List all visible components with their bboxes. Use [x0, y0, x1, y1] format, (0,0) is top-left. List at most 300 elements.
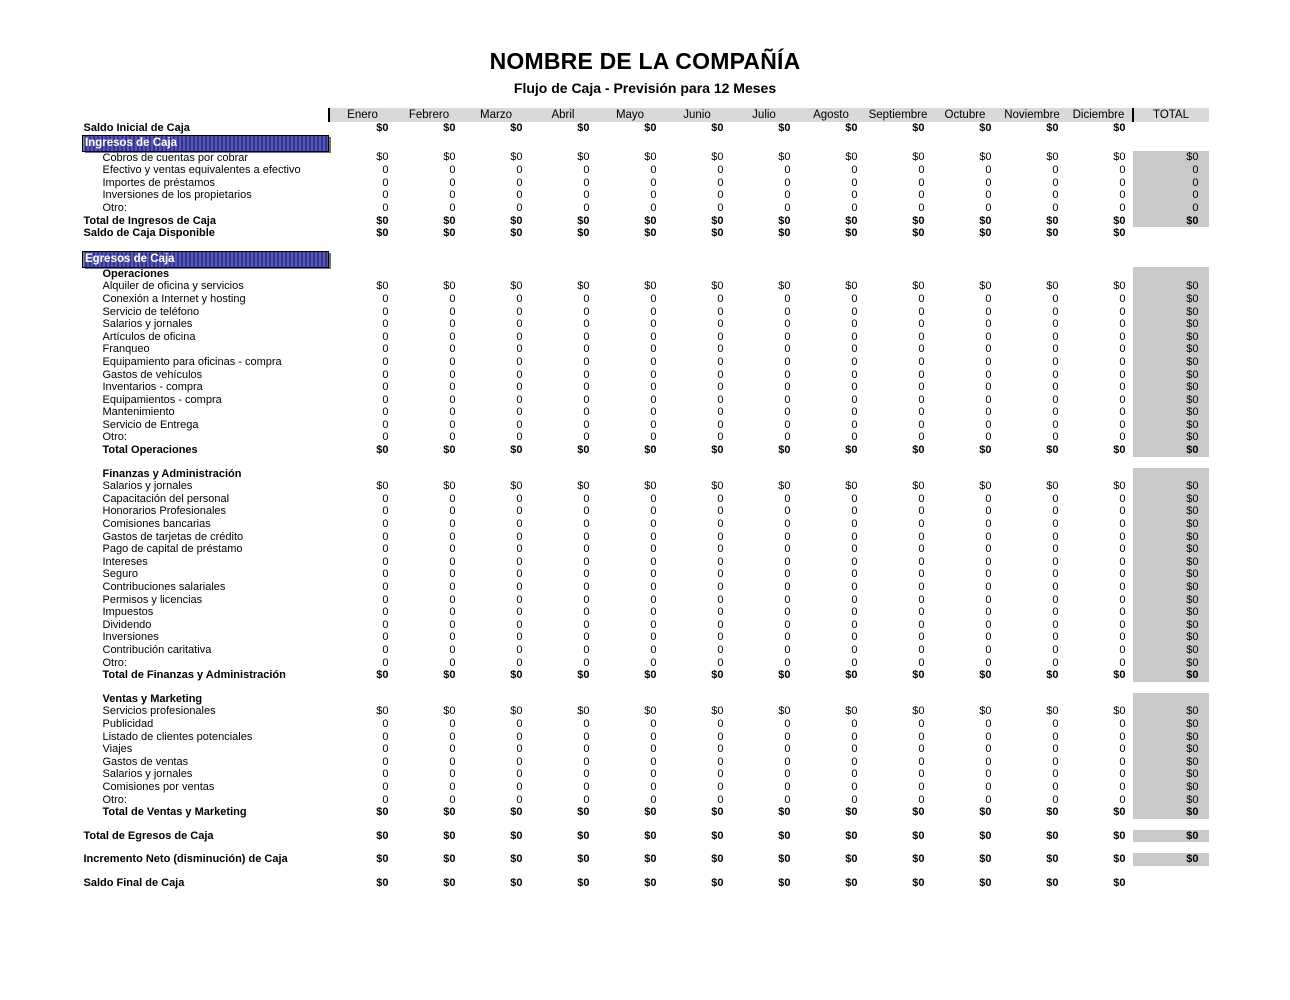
cell-febrero[interactable]: 0 [449, 530, 456, 543]
cell-total[interactable]: $0 [1133, 853, 1209, 866]
cell-mayo[interactable]: 0 [650, 755, 657, 768]
cell-abril[interactable]: 0 [583, 643, 590, 656]
cell-marzo[interactable]: 0 [516, 176, 523, 189]
cell-noviembre[interactable]: 0 [1052, 355, 1059, 368]
cell-enero[interactable]: 0 [382, 406, 389, 419]
cell-noviembre[interactable]: $0 [1046, 444, 1059, 457]
cell-abril[interactable]: 0 [583, 505, 590, 518]
cell-mayo[interactable]: $0 [644, 669, 657, 682]
cell-diciembre[interactable]: 0 [1119, 381, 1126, 394]
cell-marzo[interactable]: 0 [516, 381, 523, 394]
cell-abril[interactable]: $0 [577, 122, 590, 135]
cell-mayo[interactable]: $0 [644, 806, 657, 819]
cell-total[interactable]: $0 [1133, 781, 1209, 794]
cell-mayo[interactable]: 0 [650, 164, 657, 177]
cell-agosto[interactable]: 0 [851, 518, 858, 531]
cell-marzo[interactable]: $0 [510, 280, 523, 293]
cell-marzo[interactable]: $0 [510, 669, 523, 682]
cell-total[interactable]: $0 [1133, 705, 1209, 718]
cell-febrero[interactable]: 0 [449, 343, 456, 356]
cell-agosto[interactable]: $0 [845, 444, 858, 457]
cell-octubre[interactable]: 0 [985, 305, 992, 318]
cell-marzo[interactable]: 0 [516, 643, 523, 656]
cell-diciembre[interactable]: 0 [1119, 343, 1126, 356]
cell-enero[interactable]: 0 [382, 730, 389, 743]
cell-julio[interactable]: 0 [784, 368, 791, 381]
cell-junio[interactable]: $0 [711, 151, 724, 164]
cell-agosto[interactable]: 0 [851, 318, 858, 331]
cell-octubre[interactable]: 0 [985, 518, 992, 531]
cell-agosto[interactable]: 0 [851, 305, 858, 318]
cell-marzo[interactable]: 0 [516, 505, 523, 518]
cell-enero[interactable]: 0 [382, 793, 389, 806]
cell-octubre[interactable]: $0 [979, 214, 992, 227]
cell-julio[interactable]: 0 [784, 343, 791, 356]
cell-octubre[interactable]: 0 [985, 631, 992, 644]
cell-febrero[interactable]: 0 [449, 330, 456, 343]
cell-junio[interactable]: 0 [717, 730, 724, 743]
cell-julio[interactable]: 0 [784, 643, 791, 656]
cell-marzo[interactable]: 0 [516, 743, 523, 756]
cell-noviembre[interactable]: 0 [1052, 768, 1059, 781]
cell-mayo[interactable]: 0 [650, 593, 657, 606]
cell-junio[interactable]: 0 [717, 393, 724, 406]
cell-abril[interactable]: $0 [577, 669, 590, 682]
cell-agosto[interactable]: 0 [851, 555, 858, 568]
cell-febrero[interactable]: 0 [449, 189, 456, 202]
cell-enero[interactable]: 0 [382, 431, 389, 444]
cell-abril[interactable]: 0 [583, 730, 590, 743]
cell-mayo[interactable]: 0 [650, 743, 657, 756]
cell-mayo[interactable]: $0 [644, 122, 657, 135]
cell-marzo[interactable]: 0 [516, 330, 523, 343]
cell-diciembre[interactable]: 0 [1119, 431, 1126, 444]
cell-agosto[interactable]: 0 [851, 743, 858, 756]
cell-junio[interactable]: 0 [717, 755, 724, 768]
cell-total[interactable]: $0 [1133, 756, 1209, 769]
cell-total[interactable]: $0 [1133, 406, 1209, 419]
cell-octubre[interactable]: 0 [985, 505, 992, 518]
cell-diciembre[interactable]: $0 [1113, 806, 1126, 819]
cell-octubre[interactable]: 0 [985, 393, 992, 406]
cell-mayo[interactable]: 0 [650, 581, 657, 593]
cell-noviembre[interactable]: $0 [1046, 480, 1059, 493]
cell-noviembre[interactable]: 0 [1052, 606, 1059, 619]
cell-febrero[interactable]: $0 [443, 444, 456, 457]
cell-abril[interactable]: 0 [583, 164, 590, 177]
cell-abril[interactable]: 0 [583, 768, 590, 781]
cell-septiembre[interactable]: 0 [918, 492, 925, 505]
cell-diciembre[interactable]: 0 [1119, 768, 1126, 781]
cell-julio[interactable]: $0 [778, 705, 791, 718]
cell-diciembre[interactable]: 0 [1119, 518, 1126, 531]
cell-agosto[interactable]: $0 [845, 122, 858, 135]
cell-abril[interactable]: 0 [583, 518, 590, 531]
cell-septiembre[interactable]: 0 [918, 643, 925, 656]
cell-septiembre[interactable]: 0 [918, 330, 925, 343]
cell-diciembre[interactable]: $0 [1113, 876, 1126, 889]
cell-septiembre[interactable]: 0 [918, 780, 925, 793]
cell-julio[interactable]: 0 [784, 305, 791, 318]
cell-noviembre[interactable]: $0 [1046, 227, 1059, 240]
cell-abril[interactable]: 0 [583, 568, 590, 581]
cell-mayo[interactable]: $0 [644, 214, 657, 227]
cell-agosto[interactable]: 0 [851, 330, 858, 343]
cell-septiembre[interactable]: $0 [912, 480, 925, 493]
cell-octubre[interactable]: 0 [985, 643, 992, 656]
cell-septiembre[interactable]: $0 [912, 806, 925, 819]
cell-marzo[interactable]: $0 [510, 480, 523, 493]
cell-agosto[interactable]: 0 [851, 643, 858, 656]
cell-enero[interactable]: $0 [376, 876, 389, 889]
cell-mayo[interactable]: $0 [644, 227, 657, 240]
cell-junio[interactable]: 0 [717, 581, 724, 593]
cell-mayo[interactable]: 0 [650, 568, 657, 581]
cell-enero[interactable]: 0 [382, 768, 389, 781]
cell-septiembre[interactable]: 0 [918, 406, 925, 419]
cell-febrero[interactable]: $0 [443, 122, 456, 135]
cell-diciembre[interactable]: 0 [1119, 618, 1126, 631]
cell-marzo[interactable]: $0 [510, 444, 523, 457]
cell-septiembre[interactable]: $0 [912, 853, 925, 866]
cell-marzo[interactable]: 0 [516, 201, 523, 214]
cell-mayo[interactable]: 0 [650, 780, 657, 793]
cell-agosto[interactable]: 0 [851, 768, 858, 781]
cell-agosto[interactable]: 0 [851, 189, 858, 202]
cell-noviembre[interactable]: 0 [1052, 164, 1059, 177]
cell-diciembre[interactable]: 0 [1119, 418, 1126, 431]
cell-enero[interactable]: $0 [376, 444, 389, 457]
cell-octubre[interactable]: $0 [979, 876, 992, 889]
cell-noviembre[interactable]: 0 [1052, 368, 1059, 381]
cell-octubre[interactable]: 0 [985, 164, 992, 177]
cell-septiembre[interactable]: $0 [912, 280, 925, 293]
cell-diciembre[interactable]: 0 [1119, 780, 1126, 793]
cell-diciembre[interactable]: 0 [1119, 189, 1126, 202]
cell-septiembre[interactable]: 0 [918, 631, 925, 644]
cell-septiembre[interactable]: $0 [912, 122, 925, 135]
cell-octubre[interactable]: 0 [985, 743, 992, 756]
cell-febrero[interactable]: 0 [449, 431, 456, 444]
cell-agosto[interactable]: $0 [845, 151, 858, 164]
cell-noviembre[interactable]: 0 [1052, 730, 1059, 743]
cell-total[interactable]: $0 [1133, 151, 1209, 164]
cell-octubre[interactable]: 0 [985, 189, 992, 202]
cell-junio[interactable]: 0 [717, 431, 724, 444]
cell-julio[interactable]: 0 [784, 201, 791, 214]
cell-septiembre[interactable]: 0 [918, 717, 925, 730]
cell-abril[interactable]: 0 [583, 606, 590, 619]
cell-febrero[interactable]: $0 [443, 227, 456, 240]
cell-mayo[interactable]: 0 [650, 530, 657, 543]
cell-julio[interactable]: $0 [778, 806, 791, 819]
cell-julio[interactable]: 0 [784, 393, 791, 406]
cell-julio[interactable]: $0 [778, 214, 791, 227]
cell-marzo[interactable]: $0 [510, 151, 523, 164]
cell-agosto[interactable]: $0 [845, 829, 858, 842]
cell-noviembre[interactable]: $0 [1046, 151, 1059, 164]
cell-agosto[interactable]: 0 [851, 755, 858, 768]
cell-diciembre[interactable]: 0 [1119, 555, 1126, 568]
cell-junio[interactable]: 0 [717, 568, 724, 581]
cell-junio[interactable]: 0 [717, 505, 724, 518]
cell-agosto[interactable]: 0 [851, 176, 858, 189]
cell-marzo[interactable]: 0 [516, 431, 523, 444]
cell-mayo[interactable]: $0 [644, 853, 657, 866]
cell-junio[interactable]: 0 [717, 318, 724, 331]
cell-mayo[interactable]: 0 [650, 343, 657, 356]
cell-febrero[interactable]: 0 [449, 730, 456, 743]
cell-febrero[interactable]: 0 [449, 780, 456, 793]
cell-febrero[interactable]: $0 [443, 876, 456, 889]
cell-febrero[interactable]: 0 [449, 518, 456, 531]
cell-agosto[interactable]: 0 [851, 505, 858, 518]
cell-julio[interactable]: 0 [784, 505, 791, 518]
cell-noviembre[interactable]: 0 [1052, 292, 1059, 305]
cell-mayo[interactable]: 0 [650, 406, 657, 419]
cell-diciembre[interactable]: $0 [1113, 829, 1126, 842]
cell-marzo[interactable]: 0 [516, 368, 523, 381]
cell-abril[interactable]: 0 [583, 717, 590, 730]
cell-marzo[interactable]: $0 [510, 829, 523, 842]
cell-noviembre[interactable]: 0 [1052, 543, 1059, 556]
cell-abril[interactable]: 0 [583, 176, 590, 189]
cell-total[interactable]: $0 [1133, 518, 1209, 531]
cell-total[interactable] [1133, 227, 1209, 240]
cell-marzo[interactable]: 0 [516, 717, 523, 730]
cell-julio[interactable]: 0 [784, 431, 791, 444]
cell-noviembre[interactable]: 0 [1052, 568, 1059, 581]
cell-septiembre[interactable]: 0 [918, 656, 925, 669]
cell-abril[interactable]: $0 [577, 444, 590, 457]
cell-enero[interactable]: 0 [382, 330, 389, 343]
cell-mayo[interactable]: 0 [650, 793, 657, 806]
cell-noviembre[interactable]: 0 [1052, 330, 1059, 343]
cell-noviembre[interactable]: 0 [1052, 381, 1059, 394]
cell-agosto[interactable]: 0 [851, 618, 858, 631]
cell-enero[interactable]: 0 [382, 543, 389, 556]
cell-enero[interactable]: 0 [382, 631, 389, 644]
cell-mayo[interactable]: 0 [650, 189, 657, 202]
cell-enero[interactable]: 0 [382, 292, 389, 305]
cell-agosto[interactable]: $0 [845, 876, 858, 889]
cell-julio[interactable]: 0 [784, 555, 791, 568]
cell-julio[interactable]: 0 [784, 530, 791, 543]
cell-septiembre[interactable]: 0 [918, 318, 925, 331]
cell-octubre[interactable]: 0 [985, 492, 992, 505]
cell-total[interactable] [1133, 122, 1209, 135]
cell-junio[interactable]: 0 [717, 305, 724, 318]
cell-octubre[interactable]: $0 [979, 227, 992, 240]
cell-junio[interactable]: 0 [717, 492, 724, 505]
cell-septiembre[interactable]: 0 [918, 755, 925, 768]
cell-abril[interactable]: 0 [583, 743, 590, 756]
cell-febrero[interactable]: 0 [449, 555, 456, 568]
cell-enero[interactable]: 0 [382, 176, 389, 189]
cell-total[interactable]: $0 [1133, 331, 1209, 344]
cell-noviembre[interactable]: 0 [1052, 717, 1059, 730]
cell-enero[interactable]: $0 [376, 151, 389, 164]
cell-noviembre[interactable]: $0 [1046, 876, 1059, 889]
cell-marzo[interactable]: 0 [516, 355, 523, 368]
cell-julio[interactable]: $0 [778, 444, 791, 457]
cell-total[interactable] [1133, 877, 1209, 890]
cell-agosto[interactable]: 0 [851, 717, 858, 730]
cell-marzo[interactable]: 0 [516, 755, 523, 768]
cell-abril[interactable]: 0 [583, 318, 590, 331]
cell-agosto[interactable]: 0 [851, 656, 858, 669]
cell-agosto[interactable]: 0 [851, 368, 858, 381]
cell-diciembre[interactable]: 0 [1119, 292, 1126, 305]
cell-julio[interactable]: 0 [784, 543, 791, 556]
cell-junio[interactable]: 0 [717, 201, 724, 214]
cell-octubre[interactable]: $0 [979, 853, 992, 866]
cell-agosto[interactable]: $0 [845, 480, 858, 493]
cell-enero[interactable]: 0 [382, 643, 389, 656]
cell-octubre[interactable]: 0 [985, 717, 992, 730]
cell-octubre[interactable]: 0 [985, 555, 992, 568]
cell-marzo[interactable]: 0 [516, 593, 523, 606]
cell-diciembre[interactable]: 0 [1119, 593, 1126, 606]
cell-diciembre[interactable]: 0 [1119, 318, 1126, 331]
cell-septiembre[interactable]: 0 [918, 618, 925, 631]
cell-septiembre[interactable]: 0 [918, 568, 925, 581]
cell-diciembre[interactable]: 0 [1119, 606, 1126, 619]
cell-junio[interactable]: $0 [711, 280, 724, 293]
cell-agosto[interactable]: 0 [851, 581, 858, 593]
cell-julio[interactable]: 0 [784, 768, 791, 781]
cell-marzo[interactable]: 0 [516, 631, 523, 644]
cell-noviembre[interactable]: $0 [1046, 806, 1059, 819]
cell-noviembre[interactable]: 0 [1052, 492, 1059, 505]
cell-junio[interactable]: $0 [711, 214, 724, 227]
cell-marzo[interactable]: 0 [516, 530, 523, 543]
cell-julio[interactable]: $0 [778, 227, 791, 240]
cell-noviembre[interactable]: 0 [1052, 518, 1059, 531]
cell-diciembre[interactable]: 0 [1119, 330, 1126, 343]
cell-febrero[interactable]: 0 [449, 743, 456, 756]
cell-abril[interactable]: 0 [583, 418, 590, 431]
cell-junio[interactable]: 0 [717, 418, 724, 431]
cell-junio[interactable]: 0 [717, 381, 724, 394]
cell-diciembre[interactable]: 0 [1119, 176, 1126, 189]
cell-noviembre[interactable]: $0 [1046, 829, 1059, 842]
cell-agosto[interactable]: 0 [851, 530, 858, 543]
cell-octubre[interactable]: $0 [979, 280, 992, 293]
cell-octubre[interactable]: $0 [979, 669, 992, 682]
cell-diciembre[interactable]: 0 [1119, 505, 1126, 518]
cell-noviembre[interactable]: 0 [1052, 618, 1059, 631]
cell-total[interactable]: $0 [1133, 543, 1209, 556]
cell-octubre[interactable]: 0 [985, 543, 992, 556]
cell-enero[interactable]: 0 [382, 201, 389, 214]
cell-abril[interactable]: 0 [583, 656, 590, 669]
cell-febrero[interactable]: $0 [443, 669, 456, 682]
cell-total[interactable]: 0 [1133, 177, 1209, 190]
cell-agosto[interactable]: 0 [851, 492, 858, 505]
cell-total[interactable]: $0 [1133, 794, 1209, 807]
cell-enero[interactable]: $0 [376, 806, 389, 819]
cell-febrero[interactable]: 0 [449, 543, 456, 556]
cell-total[interactable]: $0 [1133, 556, 1209, 569]
cell-septiembre[interactable]: 0 [918, 368, 925, 381]
cell-enero[interactable]: 0 [382, 530, 389, 543]
cell-julio[interactable]: $0 [778, 853, 791, 866]
cell-septiembre[interactable]: 0 [918, 555, 925, 568]
cell-marzo[interactable]: $0 [510, 806, 523, 819]
cell-febrero[interactable]: $0 [443, 806, 456, 819]
cell-marzo[interactable]: 0 [516, 406, 523, 419]
cell-mayo[interactable]: 0 [650, 492, 657, 505]
cell-agosto[interactable]: 0 [851, 393, 858, 406]
cell-marzo[interactable]: $0 [510, 853, 523, 866]
cell-octubre[interactable]: 0 [985, 343, 992, 356]
cell-diciembre[interactable]: $0 [1113, 214, 1126, 227]
cell-enero[interactable]: 0 [382, 368, 389, 381]
cell-noviembre[interactable]: 0 [1052, 431, 1059, 444]
cell-marzo[interactable]: 0 [516, 555, 523, 568]
cell-abril[interactable]: $0 [577, 806, 590, 819]
cell-febrero[interactable]: 0 [449, 418, 456, 431]
cell-abril[interactable]: 0 [583, 201, 590, 214]
cell-total[interactable]: $0 [1133, 280, 1209, 293]
cell-agosto[interactable]: $0 [845, 280, 858, 293]
cell-marzo[interactable]: 0 [516, 780, 523, 793]
cell-julio[interactable]: 0 [784, 355, 791, 368]
cell-marzo[interactable]: 0 [516, 292, 523, 305]
cell-noviembre[interactable]: $0 [1046, 669, 1059, 682]
cell-total[interactable]: $0 [1133, 306, 1209, 319]
cell-octubre[interactable]: 0 [985, 768, 992, 781]
cell-noviembre[interactable]: 0 [1052, 755, 1059, 768]
cell-agosto[interactable]: $0 [845, 227, 858, 240]
cell-enero[interactable]: 0 [382, 318, 389, 331]
cell-mayo[interactable]: $0 [644, 705, 657, 718]
cell-julio[interactable]: 0 [784, 176, 791, 189]
cell-septiembre[interactable]: 0 [918, 431, 925, 444]
cell-diciembre[interactable]: 0 [1119, 355, 1126, 368]
cell-febrero[interactable]: 0 [449, 656, 456, 669]
cell-febrero[interactable]: 0 [449, 368, 456, 381]
cell-marzo[interactable]: 0 [516, 581, 523, 593]
cell-septiembre[interactable]: 0 [918, 593, 925, 606]
cell-octubre[interactable]: $0 [979, 705, 992, 718]
cell-mayo[interactable]: 0 [650, 768, 657, 781]
cell-junio[interactable]: $0 [711, 444, 724, 457]
cell-enero[interactable]: 0 [382, 581, 389, 593]
cell-julio[interactable]: $0 [778, 876, 791, 889]
cell-julio[interactable]: $0 [778, 480, 791, 493]
cell-julio[interactable]: 0 [784, 406, 791, 419]
cell-febrero[interactable]: 0 [449, 492, 456, 505]
cell-abril[interactable]: 0 [583, 368, 590, 381]
cell-diciembre[interactable]: 0 [1119, 492, 1126, 505]
cell-junio[interactable]: 0 [717, 530, 724, 543]
cell-enero[interactable]: 0 [382, 593, 389, 606]
cell-mayo[interactable]: $0 [644, 444, 657, 457]
cell-octubre[interactable]: $0 [979, 480, 992, 493]
cell-abril[interactable]: $0 [577, 227, 590, 240]
cell-marzo[interactable]: 0 [516, 768, 523, 781]
cell-marzo[interactable]: $0 [510, 876, 523, 889]
cell-enero[interactable]: 0 [382, 381, 389, 394]
cell-octubre[interactable]: 0 [985, 406, 992, 419]
cell-agosto[interactable]: 0 [851, 164, 858, 177]
cell-diciembre[interactable]: $0 [1113, 444, 1126, 457]
cell-agosto[interactable]: $0 [845, 705, 858, 718]
cell-noviembre[interactable]: $0 [1046, 853, 1059, 866]
cell-enero[interactable]: 0 [382, 492, 389, 505]
